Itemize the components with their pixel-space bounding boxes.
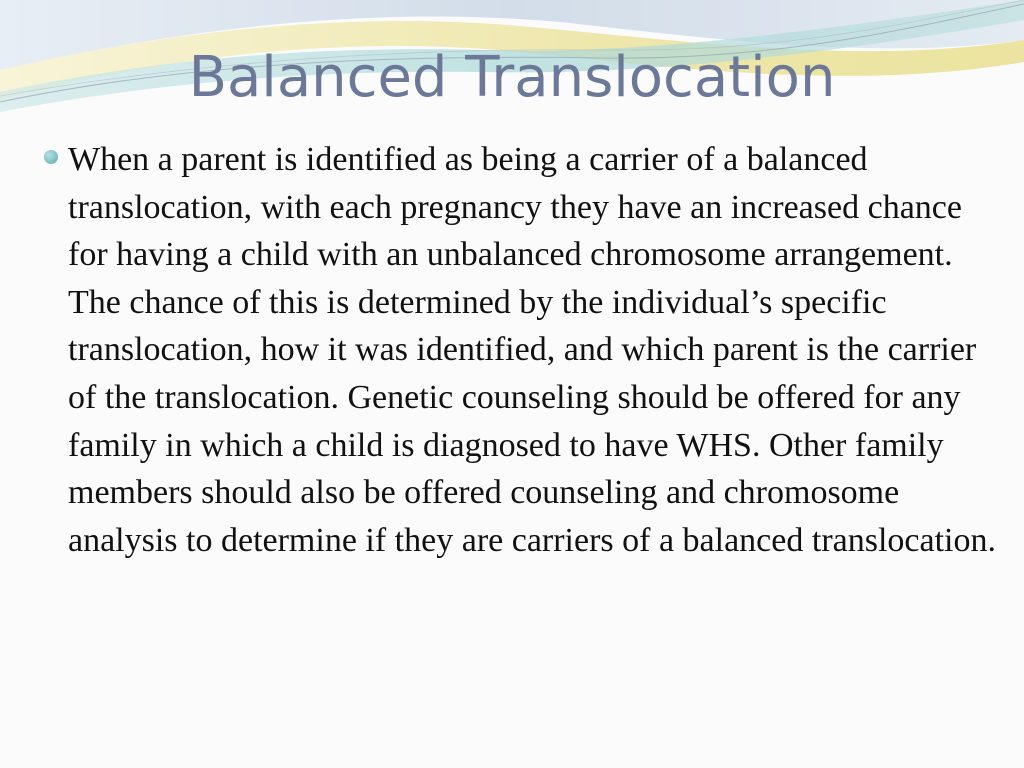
- slide-title: Balanced Translocation: [188, 45, 836, 110]
- bullet-list: [40, 136, 1000, 564]
- bullet-item: [40, 136, 1000, 564]
- bullet-text: When a parent is identified as being a carrier of a balanced translocation, with each pregnancy they have an increased chance for having a child with an unbalanced chromosome arrangement. The chance of this is determined by the individual’s specific translocation, how it was identified, and which parent is the carrier of the translocation. Genetic counseling should be offered for any family in which a child is diagnosed to have WHS. Other family members should also be offered counseling and chromosome analysis to determine if they are carriers of a balanced translocation.: [68, 141, 996, 559]
- bullet-icon: [44, 150, 58, 164]
